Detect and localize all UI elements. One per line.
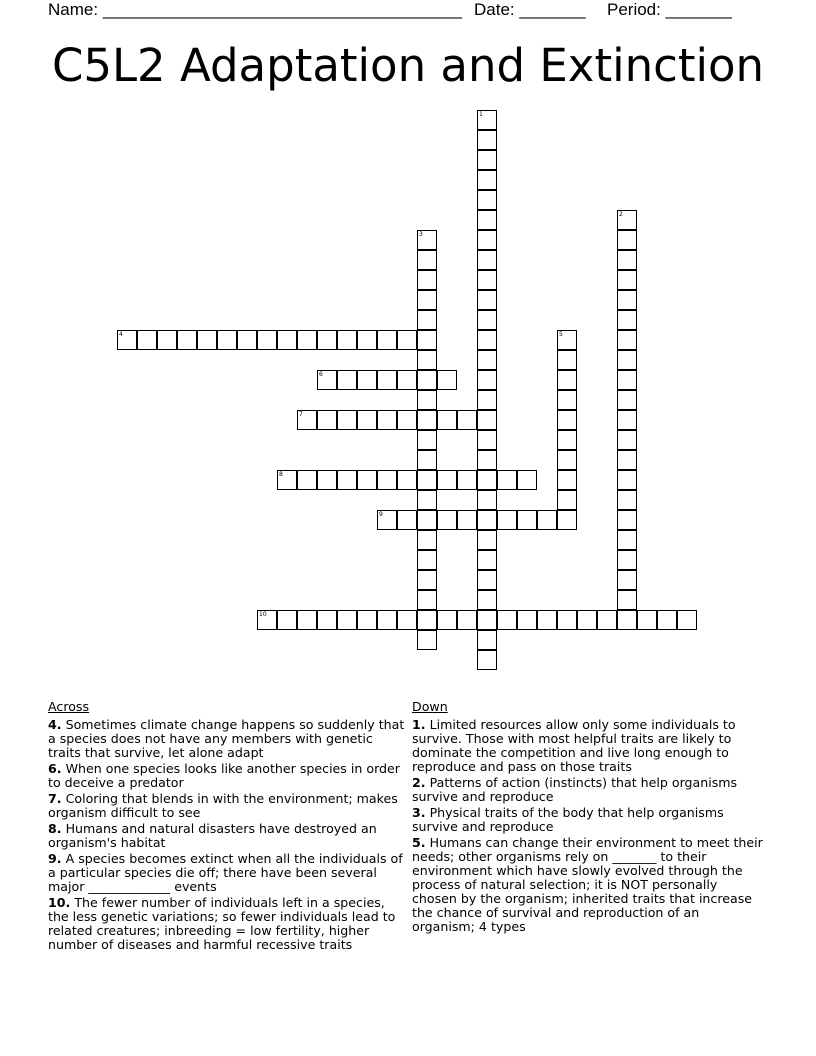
clue-across-8 xyxy=(48,822,408,850)
grid-cell[interactable] xyxy=(277,470,297,490)
grid-cell[interactable] xyxy=(617,230,637,250)
cell-number: 2 xyxy=(619,211,623,218)
grid-cell[interactable] xyxy=(297,330,317,350)
grid-cell[interactable] xyxy=(477,530,497,550)
grid-cell[interactable] xyxy=(557,350,577,370)
grid-cell[interactable] xyxy=(617,610,637,630)
grid-cell[interactable] xyxy=(617,390,637,410)
grid-cell[interactable] xyxy=(477,470,497,490)
grid-cell[interactable] xyxy=(297,410,317,430)
cell-number: 5 xyxy=(559,331,563,338)
clue-text: When one species looks like another species in order to deceive a predator xyxy=(48,761,400,790)
grid-cell[interactable] xyxy=(617,450,637,470)
grid-cell[interactable] xyxy=(537,510,557,530)
grid-cell[interactable] xyxy=(417,350,437,370)
grid-cell[interactable] xyxy=(617,370,637,390)
grid-cell[interactable] xyxy=(537,610,557,630)
grid-cell[interactable] xyxy=(417,430,437,450)
clue-text: Coloring that blends in with the environment; makes organism difficult to see xyxy=(48,791,398,820)
grid-cell[interactable] xyxy=(217,330,237,350)
grid-cell[interactable] xyxy=(357,330,377,350)
grid-cell[interactable] xyxy=(477,630,497,650)
grid-cell[interactable] xyxy=(477,570,497,590)
grid-cell[interactable] xyxy=(137,330,157,350)
grid-cell[interactable] xyxy=(357,610,377,630)
grid-cell[interactable] xyxy=(317,470,337,490)
grid-cell[interactable] xyxy=(417,590,437,610)
grid-cell[interactable] xyxy=(477,170,497,190)
grid-cell[interactable] xyxy=(257,610,277,630)
grid-cell[interactable] xyxy=(317,410,337,430)
grid-cell[interactable] xyxy=(417,490,437,510)
grid-cell[interactable] xyxy=(417,530,437,550)
grid-cell[interactable] xyxy=(417,370,437,390)
grid-cell[interactable] xyxy=(417,630,437,650)
grid-cell[interactable] xyxy=(257,330,277,350)
grid-cell[interactable] xyxy=(457,470,477,490)
grid-cell[interactable] xyxy=(617,490,637,510)
clue-across-10 xyxy=(48,896,408,952)
grid-cell[interactable] xyxy=(477,410,497,430)
cell-number: 10 xyxy=(259,611,267,618)
grid-cell[interactable] xyxy=(617,350,637,370)
cell-number: 3 xyxy=(419,231,423,238)
grid-cell[interactable] xyxy=(477,390,497,410)
clue-text: The fewer number of individuals left in a species, the less genetic variations; so fewer individuals lead to related creatures; inbreeding = low fertility, higher number of diseases and harmful recessive traits xyxy=(48,895,396,952)
grid-cell[interactable] xyxy=(337,610,357,630)
clue-number: 5. xyxy=(412,835,426,850)
grid-cell[interactable] xyxy=(617,510,637,530)
grid-cell[interactable] xyxy=(617,410,637,430)
grid-cell[interactable] xyxy=(357,370,377,390)
grid-cell[interactable] xyxy=(617,530,637,550)
grid-cell[interactable] xyxy=(497,470,517,490)
grid-cell[interactable] xyxy=(637,610,657,630)
clue-text: Limited resources allow only some individuals to survive. Those with most helpful traits are likely to dominate the competition and live long enough to reproduce and pass on those traits xyxy=(412,717,736,774)
grid-cell[interactable] xyxy=(497,510,517,530)
grid-cell[interactable] xyxy=(617,470,637,490)
grid-cell[interactable] xyxy=(337,330,357,350)
cell-number: 7 xyxy=(299,411,303,418)
grid-cell[interactable] xyxy=(417,330,437,350)
grid-cell[interactable] xyxy=(477,650,497,670)
grid-cell[interactable] xyxy=(477,150,497,170)
grid-cell[interactable] xyxy=(337,410,357,430)
grid-cell[interactable] xyxy=(477,370,497,390)
grid-cell[interactable] xyxy=(457,410,477,430)
grid-cell[interactable] xyxy=(657,610,677,630)
clue-text: Patterns of action (instincts) that help organisms survive and reproduce xyxy=(412,775,738,804)
grid-cell[interactable] xyxy=(317,330,337,350)
clue-across-6 xyxy=(48,762,408,790)
clue-down-1 xyxy=(412,718,764,774)
clue-number: 10. xyxy=(48,895,71,910)
cell-number: 9 xyxy=(379,511,383,518)
grid-cell[interactable] xyxy=(617,430,637,450)
grid-cell[interactable] xyxy=(557,410,577,430)
grid-cell[interactable] xyxy=(277,330,297,350)
grid-cell[interactable] xyxy=(557,390,577,410)
grid-cell[interactable] xyxy=(477,130,497,150)
grid-cell[interactable] xyxy=(417,290,437,310)
grid-cell[interactable] xyxy=(337,470,357,490)
grid-cell[interactable] xyxy=(497,610,517,630)
grid-cell[interactable] xyxy=(377,610,397,630)
grid-cell[interactable] xyxy=(297,610,317,630)
grid-cell[interactable] xyxy=(557,330,577,350)
grid-cell[interactable] xyxy=(617,210,637,230)
clue-down-3 xyxy=(412,806,764,834)
clue-number: 6. xyxy=(48,761,62,776)
grid-cell[interactable] xyxy=(577,610,597,630)
grid-cell[interactable] xyxy=(477,230,497,250)
grid-cell[interactable] xyxy=(597,610,617,630)
grid-cell[interactable] xyxy=(417,410,437,430)
grid-cell[interactable] xyxy=(397,370,417,390)
clue-number: 2. xyxy=(412,775,426,790)
grid-cell[interactable] xyxy=(417,570,437,590)
grid-cell[interactable] xyxy=(417,610,437,630)
grid-cell[interactable] xyxy=(457,610,477,630)
cell-number: 8 xyxy=(279,471,283,478)
grid-cell[interactable] xyxy=(477,490,497,510)
clue-text: Humans can change their environment to meet their needs; other organisms rely on _______ to their environment which have slowly evolved through the process of natural selection; it is NOT personally chosen by the organism; inherited traits that increase the chance of survival and reproduction of an organism; 4 types xyxy=(412,835,763,934)
grid-cell[interactable] xyxy=(557,510,577,530)
grid-cell[interactable] xyxy=(617,270,637,290)
date-field[interactable]: Date: _______ xyxy=(474,0,586,19)
grid-cell[interactable] xyxy=(477,330,497,350)
grid-cell[interactable] xyxy=(317,370,337,390)
grid-cell[interactable] xyxy=(557,610,577,630)
page-title: C5L2 Adaptation and Extinction xyxy=(51,39,765,92)
period-field[interactable]: Period: _______ xyxy=(607,0,732,19)
grid-cell[interactable] xyxy=(397,410,417,430)
grid-cell[interactable] xyxy=(457,510,477,530)
clue-text: Sometimes climate change happens so suddenly that a species does not have any members with genetic traits that survive, let alone adapt xyxy=(48,717,405,760)
grid-cell[interactable] xyxy=(477,110,497,130)
grid-cell[interactable] xyxy=(397,470,417,490)
grid-cell[interactable] xyxy=(397,610,417,630)
grid-cell[interactable] xyxy=(437,410,457,430)
grid-cell[interactable] xyxy=(677,610,697,630)
down-heading: Down xyxy=(412,699,448,714)
grid-cell[interactable] xyxy=(477,430,497,450)
grid-cell[interactable] xyxy=(397,330,417,350)
grid-cell[interactable] xyxy=(477,450,497,470)
clue-across-7 xyxy=(48,792,408,820)
clue-down-5 xyxy=(412,836,764,934)
clue-number: 8. xyxy=(48,821,62,836)
grid-cell[interactable] xyxy=(197,330,217,350)
cell-number: 4 xyxy=(119,331,123,338)
grid-cell[interactable] xyxy=(477,550,497,570)
down-clues xyxy=(412,700,764,936)
grid-cell[interactable] xyxy=(417,230,437,250)
grid-cell[interactable] xyxy=(377,410,397,430)
clue-number: 9. xyxy=(48,851,62,866)
grid-cell[interactable] xyxy=(617,250,637,270)
grid-cell[interactable] xyxy=(617,330,637,350)
clue-text: Humans and natural disasters have destroyed an organism's habitat xyxy=(48,821,377,850)
grid-cell[interactable] xyxy=(417,310,437,330)
grid-cell[interactable] xyxy=(477,290,497,310)
grid-cell[interactable] xyxy=(617,590,637,610)
grid-cell[interactable] xyxy=(417,270,437,290)
grid-cell[interactable] xyxy=(557,450,577,470)
grid-cell[interactable] xyxy=(417,450,437,470)
cell-number: 1 xyxy=(479,111,483,118)
grid-cell[interactable] xyxy=(477,190,497,210)
grid-cell[interactable] xyxy=(377,330,397,350)
cell-number: 6 xyxy=(319,371,323,378)
clue-number: 4. xyxy=(48,717,62,732)
grid-cell[interactable] xyxy=(397,510,417,530)
grid-cell[interactable] xyxy=(437,370,457,390)
grid-cell[interactable] xyxy=(417,390,437,410)
clue-number: 7. xyxy=(48,791,62,806)
grid-cell[interactable] xyxy=(417,470,437,490)
clue-across-9 xyxy=(48,852,408,894)
clue-number: 1. xyxy=(412,717,426,732)
grid-cell[interactable] xyxy=(417,250,437,270)
grid-cell[interactable] xyxy=(417,510,437,530)
grid-cell[interactable] xyxy=(377,510,397,530)
across-heading: Across xyxy=(48,699,90,714)
grid-cell[interactable] xyxy=(417,550,437,570)
clue-down-2 xyxy=(412,776,764,804)
grid-cell[interactable] xyxy=(617,570,637,590)
grid-cell[interactable] xyxy=(617,310,637,330)
grid-cell[interactable] xyxy=(517,470,537,490)
clue-across-4 xyxy=(48,718,408,760)
grid-cell[interactable] xyxy=(477,250,497,270)
grid-cell[interactable] xyxy=(297,470,317,490)
grid-cell[interactable] xyxy=(557,490,577,510)
name-field[interactable]: Name: ______________________________________ xyxy=(48,0,463,19)
grid-cell[interactable] xyxy=(517,510,537,530)
grid-cell[interactable] xyxy=(277,610,297,630)
grid-cell[interactable] xyxy=(617,550,637,570)
grid-cell[interactable] xyxy=(557,470,577,490)
grid-cell[interactable] xyxy=(177,330,197,350)
grid-cell[interactable] xyxy=(477,610,497,630)
grid-cell[interactable] xyxy=(437,470,457,490)
clue-text: A species becomes extinct when all the individuals of a particular species die off; there have been several major _____________ events xyxy=(48,851,403,894)
grid-cell[interactable] xyxy=(477,310,497,330)
grid-cell[interactable] xyxy=(357,410,377,430)
across-clues xyxy=(48,700,408,954)
grid-cell[interactable] xyxy=(477,590,497,610)
clue-number: 3. xyxy=(412,805,426,820)
grid-cell[interactable] xyxy=(437,610,457,630)
grid-cell[interactable] xyxy=(557,370,577,390)
grid-cell[interactable] xyxy=(477,350,497,370)
grid-cell[interactable] xyxy=(557,430,577,450)
grid-cell[interactable] xyxy=(237,330,257,350)
grid-cell[interactable] xyxy=(117,330,137,350)
grid-cell[interactable] xyxy=(377,370,397,390)
grid-cell[interactable] xyxy=(617,290,637,310)
grid-cell[interactable] xyxy=(477,510,497,530)
grid-cell[interactable] xyxy=(157,330,177,350)
grid-cell[interactable] xyxy=(317,610,337,630)
grid-cell[interactable] xyxy=(377,470,397,490)
clue-text: Physical traits of the body that help organisms survive and reproduce xyxy=(412,805,724,834)
grid-cell[interactable] xyxy=(437,510,457,530)
grid-cell[interactable] xyxy=(477,210,497,230)
grid-cell[interactable] xyxy=(477,270,497,290)
grid-cell[interactable] xyxy=(357,470,377,490)
grid-cell[interactable] xyxy=(517,610,537,630)
grid-cell[interactable] xyxy=(337,370,357,390)
